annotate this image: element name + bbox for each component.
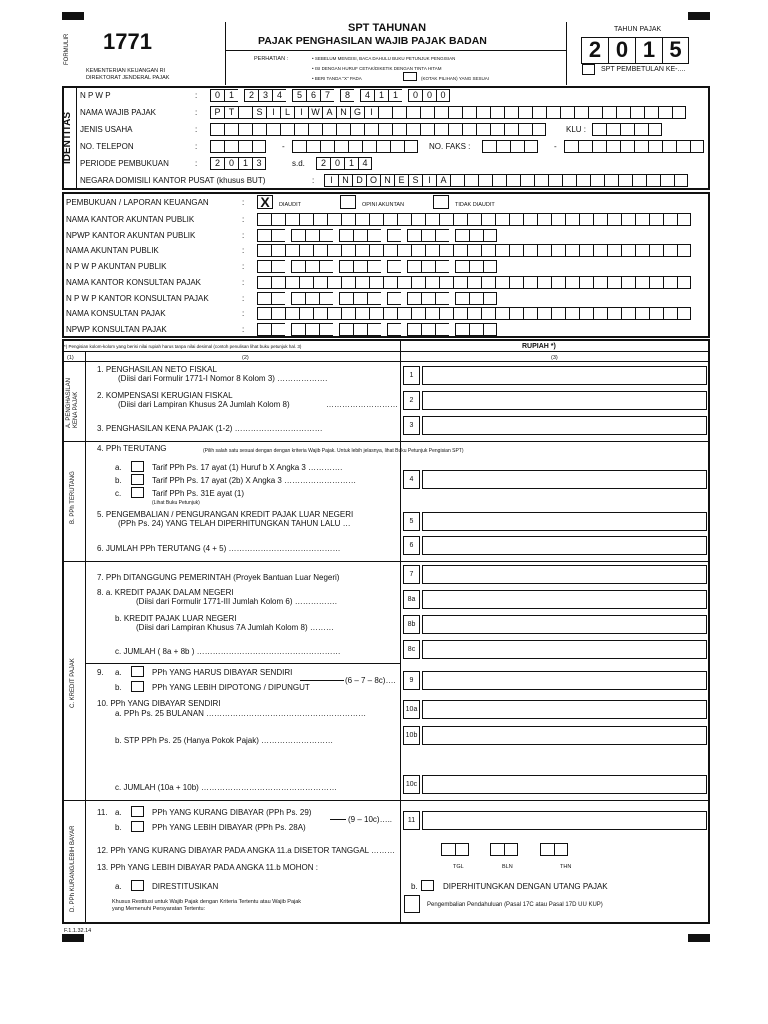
formulir-label: FORMULIR [64, 33, 70, 65]
year-digit[interactable]: 0 [608, 37, 635, 64]
negara-label: NEGARA DOMISILI KANTOR PUSAT (khusus BUT) [80, 176, 266, 185]
registration-mark [62, 12, 84, 20]
section-b-label: B. PPh TERUTANG [70, 471, 76, 524]
audit-row-input[interactable] [257, 276, 691, 289]
section-a-label: A. PENGHASILAN KENA PAJAK [66, 377, 79, 428]
year-digit[interactable]: 2 [581, 37, 608, 64]
rupiah-value-input[interactable] [422, 640, 707, 659]
identitas-label: IDENTITAS [62, 111, 73, 164]
perhatian-3: • BERI TANDA "X" PADA [312, 76, 362, 81]
rupiah-value-input[interactable] [422, 536, 707, 555]
rupiah-value-input[interactable] [422, 700, 707, 719]
periode-to-input[interactable]: 2 0 1 4 [316, 157, 372, 170]
rupiah-value-input[interactable] [422, 512, 707, 531]
tahun-pajak-label: TAHUN PAJAK [614, 26, 662, 33]
tahun-input[interactable] [540, 843, 568, 856]
faks-area-input[interactable] [482, 140, 538, 153]
line-number-box: 2 [403, 391, 420, 410]
registration-mark [688, 12, 710, 20]
audit-row-input[interactable] [257, 323, 497, 336]
year-digit[interactable]: 1 [635, 37, 662, 64]
line-number-box: 1 [403, 366, 420, 385]
pph-harus-dibayar-checkbox[interactable] [131, 666, 144, 677]
audit-row-input[interactable] [257, 244, 691, 257]
rupiah-value-input[interactable] [422, 470, 707, 489]
klu-input[interactable] [592, 123, 662, 136]
rupiah-value-input[interactable] [422, 565, 707, 584]
audit-row-label: NAMA KANTOR KONSULTAN PAJAK [66, 277, 201, 287]
form-number: 1771 [103, 29, 152, 54]
opini-checkbox[interactable] [340, 195, 356, 209]
example-checkbox [403, 72, 417, 81]
pembetulan-label: SPT PEMBETULAN KE-.... [601, 66, 686, 73]
lebih-bayar-checkbox[interactable] [131, 821, 144, 832]
pengembalian-checkbox[interactable] [404, 895, 420, 913]
pembetulan-checkbox[interactable] [582, 64, 595, 75]
pph-lebih-dipotong-checkbox[interactable] [131, 681, 144, 692]
telepon-label: NO. TELEPON [80, 142, 134, 151]
rupiah-value-input[interactable] [422, 366, 707, 385]
audit-row-label: N P W P AKUNTAN PUBLIK [66, 262, 167, 272]
diaudit-label: DIAUDIT [279, 202, 301, 208]
direstitusikan-checkbox[interactable] [131, 880, 144, 891]
jenis-usaha-label: JENIS USAHA [80, 125, 133, 134]
perhatian-3b: (KOTAK PILIHAN) YANG SESUAI [421, 76, 490, 81]
audit-row-label: NAMA KANTOR AKUNTAN PUBLIK [66, 215, 195, 224]
line-number-box: 10a [403, 700, 420, 719]
npwp-label: N P W P [80, 91, 111, 100]
line-number-box: 10c [403, 775, 420, 794]
audit-row-label: NAMA AKUNTAN PUBLIK [66, 246, 159, 256]
line-number-box: 3 [403, 416, 420, 435]
line-number-box: 9 [403, 671, 420, 690]
tarif-c-checkbox[interactable] [131, 487, 144, 498]
audit-row-label: N P W P KANTOR KONSULTAN PAJAK [66, 293, 209, 303]
line-number-box: 4 [403, 470, 420, 489]
rupiah-value-input[interactable] [422, 391, 707, 410]
audit-row-label: NPWP KONSULTAN PAJAK [66, 324, 167, 334]
audit-row-label: NPWP KANTOR AKUNTAN PUBLIK [66, 230, 196, 240]
bulan-input[interactable] [490, 843, 518, 856]
tanggal-input[interactable] [441, 843, 469, 856]
tidak-diaudit-label: TIDAK DIAUDIT [455, 202, 495, 208]
tarif-b-checkbox[interactable] [131, 474, 144, 485]
ministry-name: KEMENTERIAN KEUANGAN RI [86, 68, 166, 74]
audit-row-input[interactable] [257, 260, 497, 273]
directorate-name: DIREKTORAT JENDERAL PAJAK [86, 75, 170, 81]
rupiah-value-input[interactable] [422, 671, 707, 690]
line-number-box: 6 [403, 536, 420, 555]
tidak-diaudit-checkbox[interactable] [433, 195, 449, 209]
rupiah-value-input[interactable] [422, 590, 707, 609]
rupiah-header: RUPIAH *) [522, 343, 556, 350]
registration-mark [688, 934, 710, 942]
line-number-box: 11 [403, 811, 420, 830]
title-pph: PAJAK PENGHASILAN WAJIB PAJAK BADAN [258, 35, 487, 47]
nama-wp-input[interactable]: P T S I L I W A N G I [210, 106, 686, 119]
audit-row-input[interactable] [257, 229, 497, 242]
audit-row-input[interactable] [257, 213, 691, 226]
rupiah-value-input[interactable] [422, 726, 707, 745]
pembukuan-label: PEMBUKUAN / LAPORAN KEUANGAN [66, 198, 209, 207]
perhatian-label: PERHATIAN : [254, 56, 289, 62]
perhatian-1: • SEBELUM MENGISI, BACA DAHULU BUKU PETUNJUK PENGISIAN [312, 56, 456, 61]
kurang-bayar-checkbox[interactable] [131, 806, 144, 817]
line-number-box: 8b [403, 615, 420, 634]
rupiah-note: *) Pengisian kolom-kolom yang berisi nilai rupiah harus tanpa nilai desimal (contoh penulisan lihat buku petunjuk hal. 3) [64, 344, 302, 349]
faks-label: NO. FAKS : [429, 142, 471, 151]
line-number-box: 8c [403, 640, 420, 659]
tax-year-boxes[interactable] [581, 37, 689, 64]
line-number-box: 8a [403, 590, 420, 609]
periode-from-input[interactable]: 2 0 1 3 [210, 157, 266, 170]
section-d-label: D. PPh KURANG/LEBIH BAYAR [70, 825, 76, 912]
npwp-input[interactable]: 0 1 2 3 4 5 6 7 8 4 1 1 0 0 0 [210, 89, 450, 102]
nama-wp-label: NAMA WAJIB PAJAK [80, 108, 157, 117]
telepon-area-input[interactable] [210, 140, 266, 153]
title-spt: SPT TAHUNAN [348, 22, 427, 34]
periode-label: PERIODE PEMBUKUAN [80, 159, 169, 168]
tarif-a-checkbox[interactable] [131, 461, 144, 472]
sd-label: s.d. [292, 159, 305, 168]
section-c-label: C. KREDIT PAJAK [70, 658, 76, 708]
opini-label: OPINI AKUNTAN [362, 202, 405, 208]
faks-number-input[interactable] [564, 140, 704, 153]
rupiah-value-input[interactable] [422, 811, 707, 830]
rupiah-value-input[interactable] [422, 775, 707, 794]
klu-label: KLU : [566, 125, 587, 134]
telepon-number-input[interactable] [292, 140, 418, 153]
year-digit[interactable]: 5 [662, 37, 689, 64]
line-number-box: 10b [403, 726, 420, 745]
diaudit-checkbox[interactable]: X [257, 195, 273, 209]
audit-row-label: NAMA KONSULTAN PAJAK [66, 309, 166, 319]
form-code: F.1.1.32.14 [64, 928, 92, 934]
line-number-box: 7 [403, 565, 420, 584]
rupiah-value-input[interactable] [422, 416, 707, 435]
line-number-box: 5 [403, 512, 420, 531]
diperhitungkan-checkbox[interactable] [421, 880, 434, 891]
perhatian-2: • ISI DENGAN HURUF CETAK/DIKETIK DENGAN TINTA HITAM [312, 66, 442, 71]
rupiah-value-input[interactable] [422, 615, 707, 634]
audit-row-input[interactable] [257, 307, 691, 320]
audit-row-input[interactable] [257, 292, 497, 305]
negara-input[interactable]: I N D O N E S I A [324, 174, 688, 187]
jenis-usaha-input[interactable] [210, 123, 546, 136]
